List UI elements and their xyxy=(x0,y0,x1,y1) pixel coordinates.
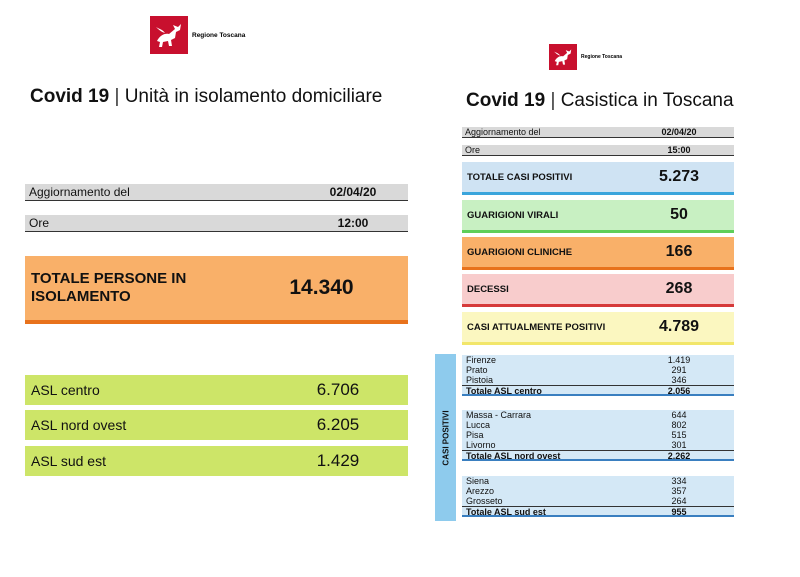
right-time-value: 15:00 xyxy=(667,145,691,155)
table-row xyxy=(462,486,734,496)
row-label: Siena xyxy=(466,476,490,486)
row-label: Grosseto xyxy=(466,496,503,506)
total-value: 2.056 xyxy=(667,386,691,396)
row-label: Lucca xyxy=(466,420,491,430)
stat-value: 166 xyxy=(665,243,693,260)
asl-centro-group xyxy=(462,355,734,396)
stat-value: 50 xyxy=(670,206,688,223)
row-value: 802 xyxy=(671,420,687,430)
row-label: Pisa xyxy=(466,430,484,440)
stat-viral-recovered xyxy=(462,200,734,233)
row-label: Prato xyxy=(466,365,488,375)
row-value: 515 xyxy=(671,430,687,440)
row-value: 357 xyxy=(671,486,687,496)
asl-row xyxy=(25,446,408,476)
left-title-sep: | xyxy=(109,86,125,107)
table-row xyxy=(462,355,734,365)
right-title-bold: Covid 19 xyxy=(466,90,546,111)
asl-label: ASL centro xyxy=(31,382,100,398)
left-total-value: 14.340 xyxy=(289,276,354,299)
left-total-box xyxy=(25,256,408,324)
sidebar-label: CASI POSITIVI xyxy=(441,409,450,466)
stat-clinical-recovered xyxy=(462,237,734,270)
table-row xyxy=(462,476,734,486)
asl-row xyxy=(25,410,408,440)
left-update-value: 02/04/20 xyxy=(329,185,377,199)
left-total-label: TOTALE PERSONE IN ISOLAMENTO xyxy=(31,270,187,305)
stat-currently-positive xyxy=(462,312,734,345)
stat-value: 5.273 xyxy=(658,168,700,185)
table-row xyxy=(462,430,734,440)
row-label: Arezzo xyxy=(466,486,495,496)
right-time-label: Ore xyxy=(465,145,481,155)
row-label: Massa - Carrara xyxy=(466,410,532,420)
row-label: Pistoia xyxy=(466,375,494,385)
row-value: 644 xyxy=(671,410,687,420)
asl-value: 6.205 xyxy=(316,415,360,434)
total-row xyxy=(462,450,734,461)
left-time-row xyxy=(25,215,408,232)
left-title-rest: Unità in isolamento domiciliare xyxy=(124,86,383,107)
logo-text: Regione Toscana xyxy=(581,54,623,60)
asl-label: ASL nord ovest xyxy=(31,417,127,433)
stat-total-positive xyxy=(462,162,734,195)
left-title-bold: Covid 19 xyxy=(30,86,110,107)
stat-value: 4.789 xyxy=(658,318,700,335)
left-title xyxy=(30,86,382,108)
logo-left xyxy=(150,16,245,54)
stat-label: TOTALE CASI POSITIVI xyxy=(467,171,573,183)
asl-label: ASL sud est xyxy=(31,453,106,469)
right-title-rest: Casistica in Toscana xyxy=(560,90,734,111)
left-update-label: Aggiornamento del xyxy=(29,185,130,199)
table-row xyxy=(462,365,734,375)
asl-sud-est-group xyxy=(462,476,734,517)
row-value: 1.419 xyxy=(667,355,691,365)
table-row xyxy=(462,420,734,430)
row-label: Firenze xyxy=(466,355,497,365)
total-label: Totale ASL centro xyxy=(466,386,542,396)
total-label: Totale ASL nord ovest xyxy=(466,451,561,461)
row-value: 334 xyxy=(671,476,687,486)
left-time-value: 12:00 xyxy=(337,216,369,230)
asl-value: 1.429 xyxy=(316,451,360,470)
right-update-value: 02/04/20 xyxy=(661,127,697,137)
row-value: 346 xyxy=(671,375,687,385)
row-value: 291 xyxy=(671,365,687,375)
table-row xyxy=(462,375,734,385)
total-value: 955 xyxy=(671,507,687,517)
stat-label: GUARIGIONI CLINICHE xyxy=(467,246,573,258)
positive-cases-sidebar xyxy=(435,354,456,521)
row-value: 301 xyxy=(671,440,687,450)
stat-deaths xyxy=(462,274,734,307)
stat-value: 268 xyxy=(665,280,693,297)
right-time-row xyxy=(462,145,734,156)
total-label: Totale ASL sud est xyxy=(466,507,546,517)
right-title xyxy=(466,90,734,112)
table-row xyxy=(462,440,734,450)
stat-label: CASI ATTUALMENTE POSITIVI xyxy=(467,321,606,333)
left-time-label: Ore xyxy=(29,216,50,230)
right-title-sep: | xyxy=(545,90,561,111)
total-row xyxy=(462,385,734,396)
logo-right xyxy=(549,44,622,70)
total-row xyxy=(462,506,734,517)
asl-row xyxy=(25,375,408,405)
asl-nord-ovest-group xyxy=(462,410,734,461)
stat-label: DECESSI xyxy=(467,283,509,295)
table-row xyxy=(462,410,734,420)
asl-value: 6.706 xyxy=(316,380,360,399)
right-update-row xyxy=(462,127,734,138)
total-value: 2.262 xyxy=(667,451,691,461)
logo-text: Regione Toscana xyxy=(192,31,246,39)
row-value: 264 xyxy=(671,496,687,506)
pegasus-icon xyxy=(549,44,577,70)
pegasus-icon xyxy=(150,16,188,54)
right-update-label: Aggiornamento del xyxy=(465,127,541,137)
table-row xyxy=(462,496,734,506)
row-label: Livorno xyxy=(466,440,496,450)
left-update-row xyxy=(25,184,408,201)
stat-label: GUARIGIONI VIRALI xyxy=(467,209,559,221)
